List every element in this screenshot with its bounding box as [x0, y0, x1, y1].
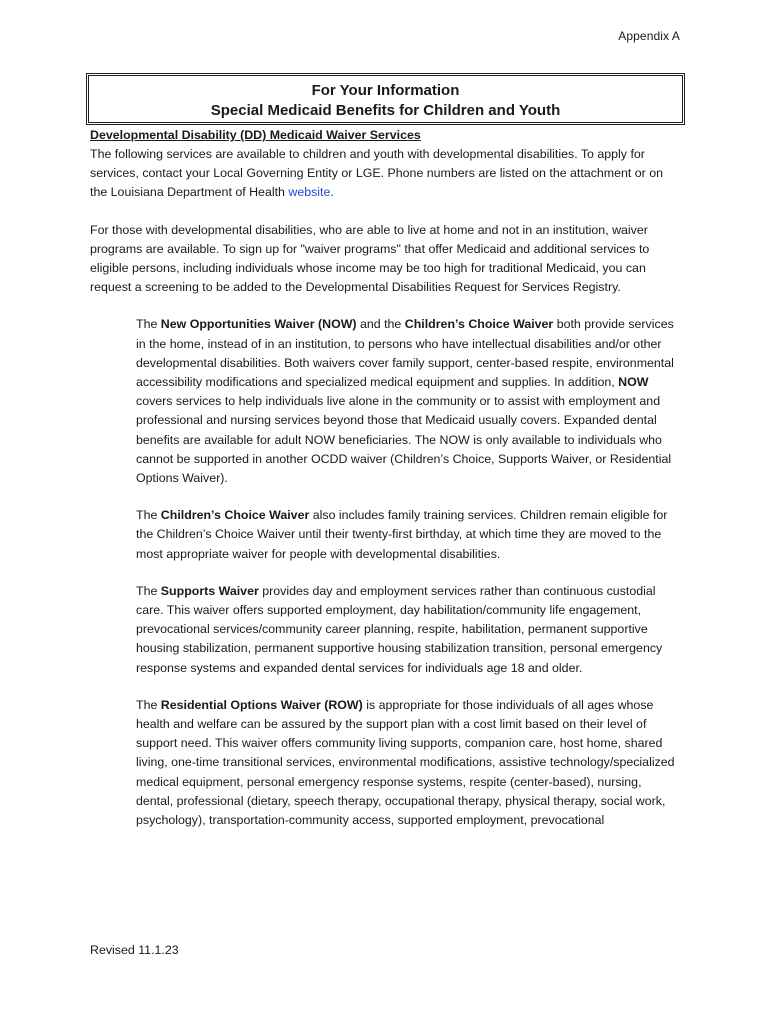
website-link[interactable]: website	[288, 185, 331, 200]
title-line-1: For Your Information	[311, 82, 460, 99]
document-body	[90, 126, 682, 830]
supports-waiver-paragraph: The Supports Waiver provides day and employment services rather than continuous custodial care. This waiver offers supported employment, day habilitation/community life engagement, prevocational services/community career planning, respite, habilitation, permanent supportive housing stabilization, permanent supportive housing stabilization transition, personal emergency response systems and expanded dental services for individuals age 18 and older.	[136, 583, 663, 675]
revised-date: Revised 11.1.23	[90, 943, 179, 957]
title-box	[86, 73, 685, 125]
now-waiver-paragraph: The New Opportunities Waiver (NOW) and the Children’s Choice Waiver both provide services in the home, instead of in an institution, to persons who have intellectual disabilities and/or other developmental disabilities. Both waivers cover family support, center-based respite, environmental accessibility modifications and specialized medical equipment and supplies. In addition, NOW covers services to help individuals live alone in the community or to assist with employment and professional and nursing services beyond those that Medicaid usually covers. Expanded dental benefits are available for adult NOW beneficiaries. The NOW is only available to individuals who cannot be supported in another OCDD waiver (Children’s Choice, Supports Waiver, or Residential Options Waiver).	[136, 317, 674, 486]
residential-options-paragraph: The Residential Options Waiver (ROW) is appropriate for those individuals of all ages whose health and welfare can be assured by the support plan with a cost limit based on their level of support need. This waiver offers community living supports, companion care, host home, shared living, one-time transitional services, environmental modifications, assistive technology/specialized medical equipment, personal emergency response systems, respite (center-based), nursing, dental, professional (dietary, speech therapy, occupational therapy, physical therapy, social work, psychology), transportation-community access, supported employment, prevocational	[136, 697, 675, 828]
childrens-choice-paragraph: The Children’s Choice Waiver also includes family training services. Children remain eligible for the Children’s Choice Waiver until their twenty-first birthday, at which time they are moved to the most appropriate waiver for people with developmental disabilities.	[136, 508, 668, 561]
title-line-2: Special Medicaid Benefits for Children and Youth	[210, 102, 561, 119]
section-heading: Developmental Disability (DD) Medicaid Waiver Services	[90, 128, 421, 142]
appendix-label: Appendix A	[618, 29, 680, 43]
intro-paragraph: The following services are available to children and youth with developmental disabilities. To apply for services, contact your Local Governing Entity or LGE. Phone numbers are listed on the attachment or on the Louisiana Department of Health website.	[90, 147, 664, 200]
waiver-programs-paragraph: For those with developmental disabilities, who are able to live at home and not in an institution, waiver programs are available. To sign up for "waiver programs" that offer Medicaid and additional services to eligible persons, including individuals whose income may be too high for traditional Medicaid, you can request a screening to be added to the Developmental Disabilities Request for Services Registry.	[90, 222, 650, 295]
